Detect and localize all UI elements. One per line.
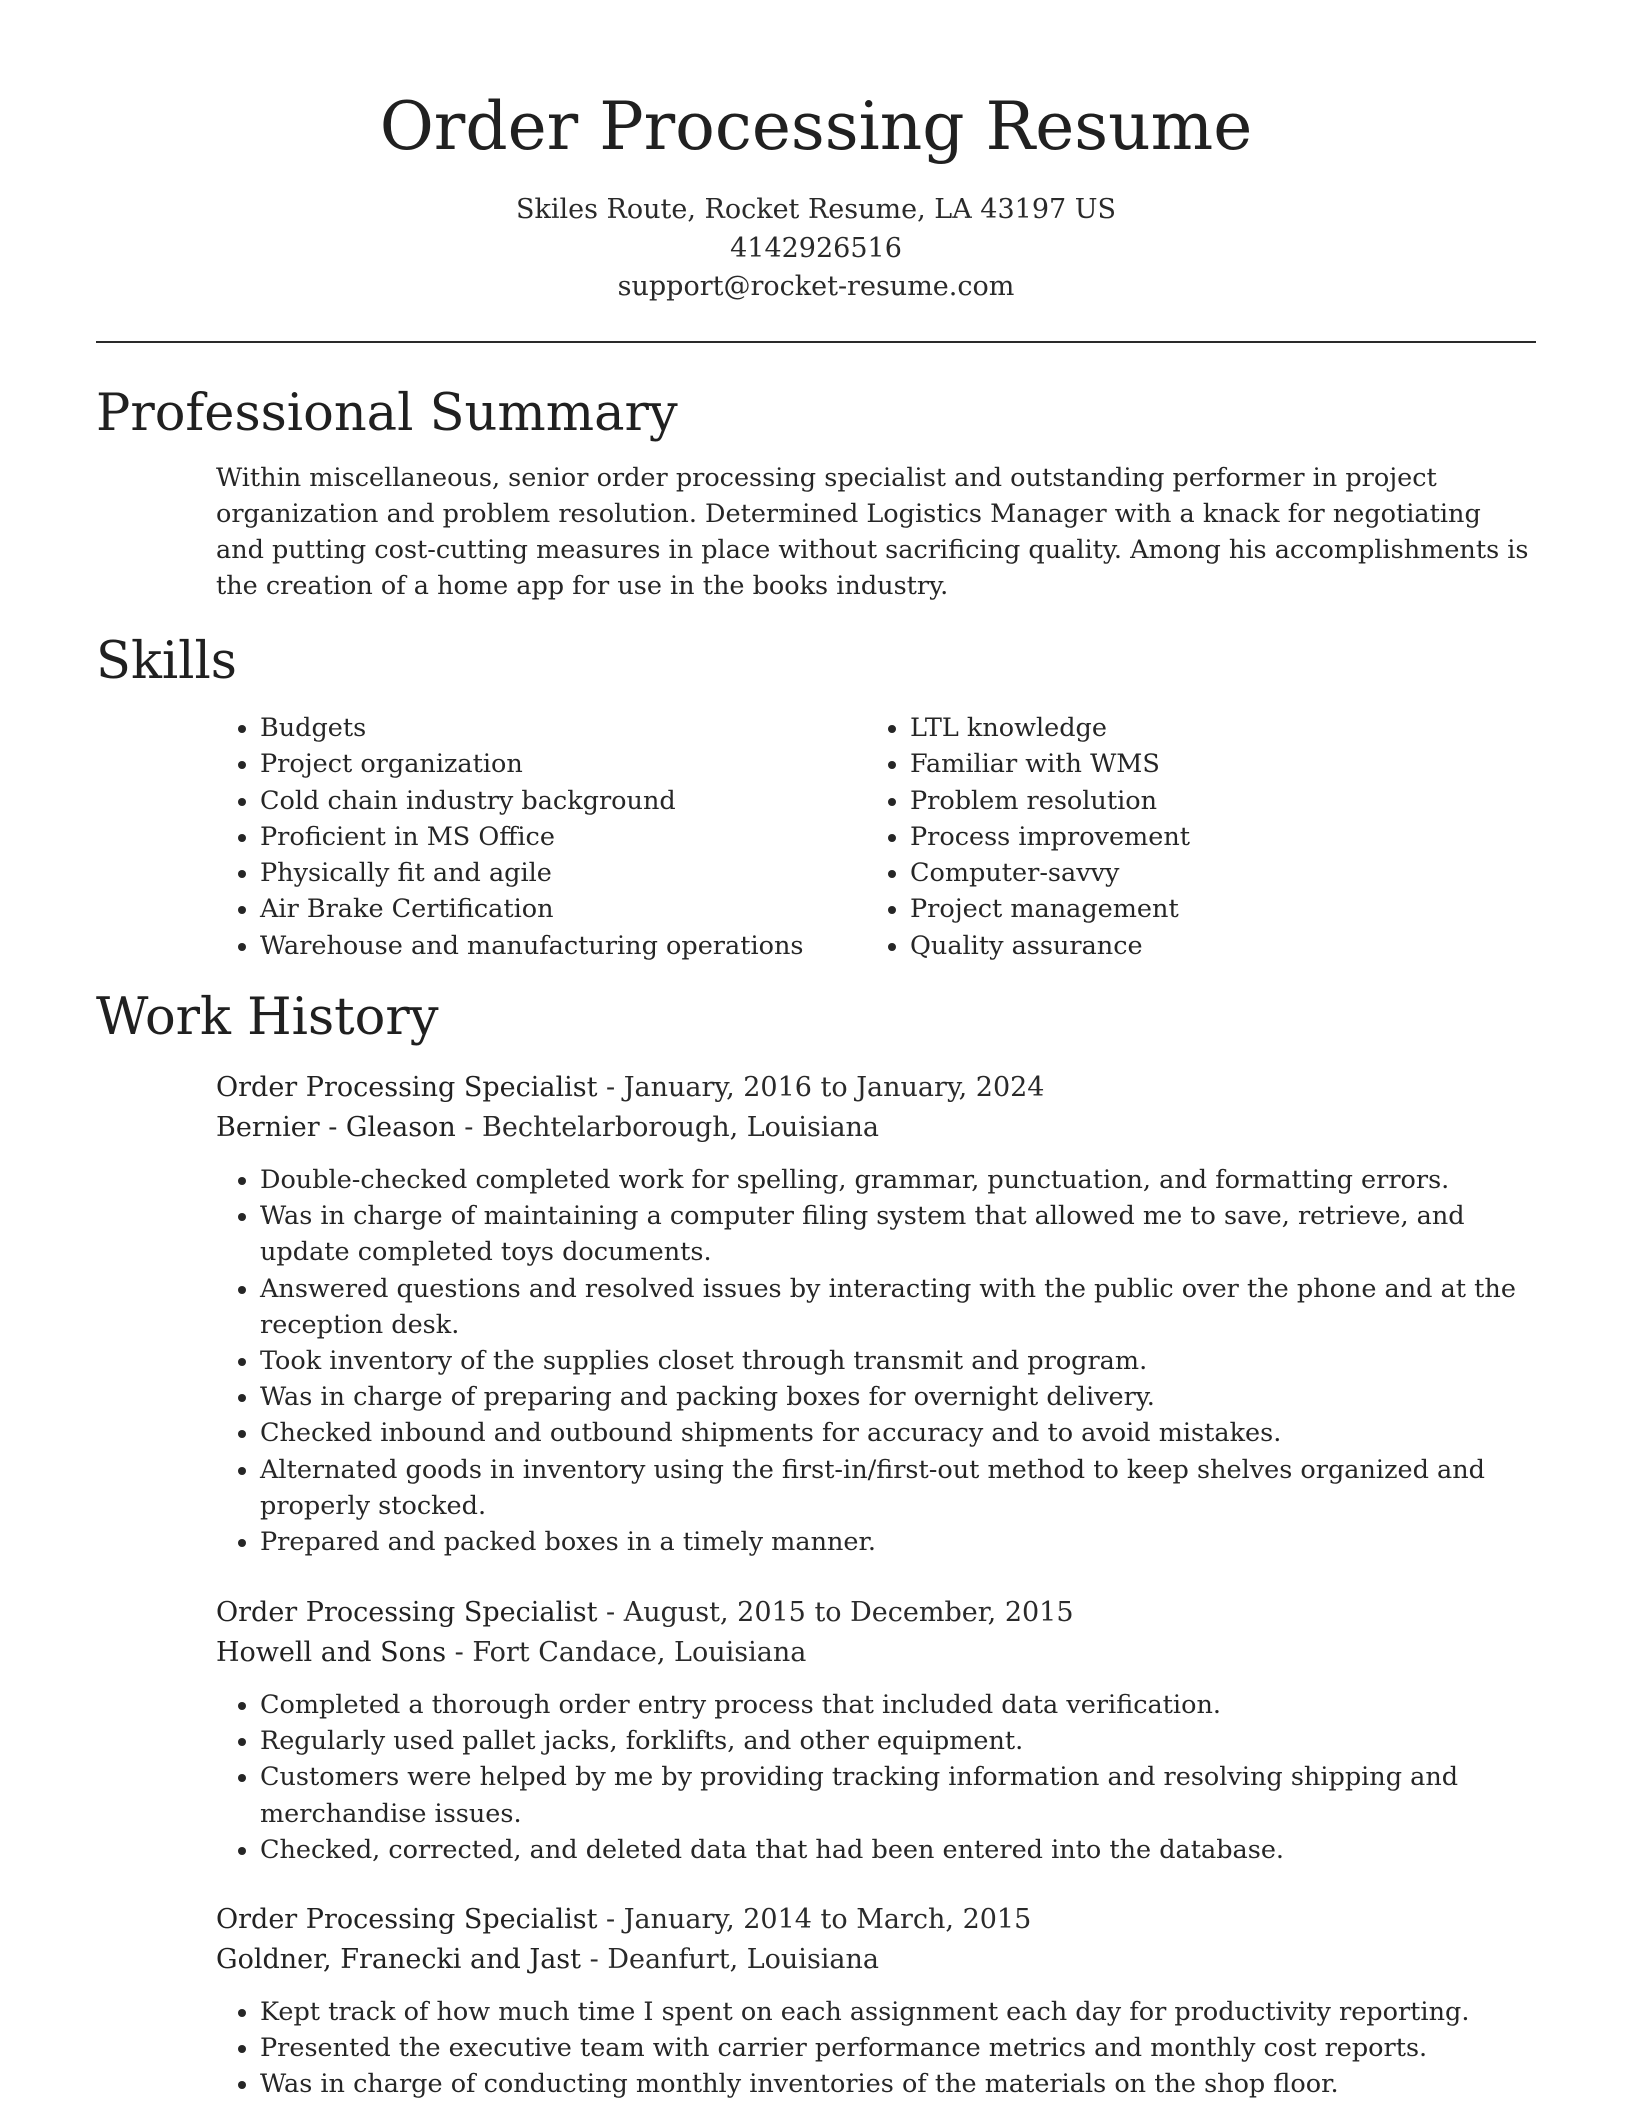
separator: - xyxy=(597,1072,624,1103)
job-location: Deanfurt, Louisiana xyxy=(607,1944,880,1975)
skill-item: • Familiar with WMS xyxy=(910,746,1510,782)
contact-address: Skiles Route, Rocket Resume, LA 43197 US xyxy=(515,194,1117,225)
job-bullet: • Regularly used pallet jacks, forklifts, and other equipment. xyxy=(260,1723,1536,1759)
job-entry xyxy=(216,1068,1536,1560)
skill-item: • Air Brake Certification xyxy=(260,891,860,927)
contact-phone: 4142926516 xyxy=(730,233,902,264)
separator: - xyxy=(597,1904,624,1935)
job-title-line xyxy=(216,1900,1536,1940)
skill-item: • Cold chain industry background xyxy=(260,783,860,819)
header-divider xyxy=(96,341,1536,343)
job-title: Order Processing Specialist xyxy=(216,1072,598,1103)
job-dates: August, 2015 to December, 2015 xyxy=(623,1597,1074,1628)
separator: - xyxy=(455,1112,483,1143)
skill-item: • Computer-savvy xyxy=(910,855,1510,891)
job-title-line xyxy=(216,1068,1536,1108)
skill-item: • Problem resolution xyxy=(910,783,1510,819)
job-bullet: • Presented the executive team with carrier performance metrics and monthly cost reports. xyxy=(260,2030,1536,2066)
separator: - xyxy=(597,1597,624,1628)
job-entry xyxy=(216,1593,1536,1868)
skill-item: • Process improvement xyxy=(910,819,1510,855)
job-dates: January, 2016 to January, 2024 xyxy=(623,1072,1045,1103)
job-company-line xyxy=(216,1633,1536,1673)
job-bullet: • Customers were helped by me by providing tracking information and resolving shipping and merchandise issues. xyxy=(260,1759,1536,1831)
skills-heading: Skills xyxy=(96,632,237,691)
summary-text: Within miscellaneous, senior order processing specialist and outstanding performer in project organization and problem resolution. Determined Logistics Manager with a knack for negotiating and putting cost-cutting measures in place without sacrificing quality. Among his accomplishments is the creation of a home app for use in the books industry. xyxy=(216,463,1529,601)
job-location: Bechtelarborough, Louisiana xyxy=(482,1112,880,1143)
skill-item: • LTL knowledge xyxy=(910,710,1510,746)
job-bullet: • Took inventory of the supplies closet through transmit and program. xyxy=(260,1343,1536,1379)
skill-item: • Project management xyxy=(910,891,1510,927)
job-bullet: • Was in charge of preparing and packing boxes for overnight delivery. xyxy=(260,1379,1536,1415)
resume-title: Order Processing Resume xyxy=(379,88,1253,165)
skill-item: • Project organization xyxy=(260,746,860,782)
skills-list-left xyxy=(216,710,860,964)
skills-list-right xyxy=(866,710,1510,964)
job-entry xyxy=(216,1900,1536,2103)
skill-item: • Proficient in MS Office xyxy=(260,819,860,855)
work-history-heading: Work History xyxy=(96,988,439,1047)
skill-item: • Warehouse and manufacturing operations xyxy=(260,928,860,964)
job-bullet: • Completed a thorough order entry process that included data verification. xyxy=(260,1687,1536,1723)
job-company-line xyxy=(216,1108,1536,1148)
job-company: Howell and Sons xyxy=(216,1637,447,1668)
job-title: Order Processing Specialist xyxy=(216,1597,598,1628)
job-company: Goldner, Franecki and Jast xyxy=(216,1944,582,1975)
job-dates: January, 2014 to March, 2015 xyxy=(623,1904,1032,1935)
job-bullet: • Answered questions and resolved issues by interacting with the public over the phone and at the reception desk. xyxy=(260,1271,1536,1343)
job-location: Fort Candace, Louisiana xyxy=(472,1637,807,1668)
separator: - xyxy=(446,1637,473,1668)
job-company: Bernier - Gleason xyxy=(216,1112,456,1143)
separator: - xyxy=(581,1944,608,1975)
job-bullet: • Prepared and packed boxes in a timely manner. xyxy=(260,1524,1536,1560)
job-bullet: • Checked, corrected, and deleted data that had been entered into the database. xyxy=(260,1832,1536,1868)
job-bullet: • Was in charge of conducting monthly inventories of the materials on the shop floor. xyxy=(260,2066,1536,2102)
job-bullet: • Was in charge of maintaining a computer filing system that allowed me to save, retrieve, and update completed toys documents. xyxy=(260,1198,1536,1270)
job-title-line xyxy=(216,1593,1536,1633)
summary-heading: Professional Summary xyxy=(96,384,678,443)
job-bullets xyxy=(216,1162,1536,1560)
job-bullets xyxy=(216,1994,1536,2103)
job-bullet: • Checked inbound and outbound shipments for accuracy and to avoid mistakes. xyxy=(260,1415,1536,1451)
skill-item: • Budgets xyxy=(260,710,860,746)
job-bullet: • Double-checked completed work for spelling, grammar, punctuation, and formatting errors. xyxy=(260,1162,1536,1198)
job-title: Order Processing Specialist xyxy=(216,1904,598,1935)
contact-email: support@rocket-resume.com xyxy=(617,271,1015,302)
job-bullet: • Alternated goods in inventory using the first-in/first-out method to keep shelves organized and properly stocked. xyxy=(260,1452,1536,1524)
skill-item: • Quality assurance xyxy=(910,928,1510,964)
skill-item: • Physically fit and agile xyxy=(260,855,860,891)
job-bullet: • Kept track of how much time I spent on each assignment each day for productivity reporting. xyxy=(260,1994,1536,2030)
job-company-line xyxy=(216,1940,1536,1980)
job-bullets xyxy=(216,1687,1536,1868)
